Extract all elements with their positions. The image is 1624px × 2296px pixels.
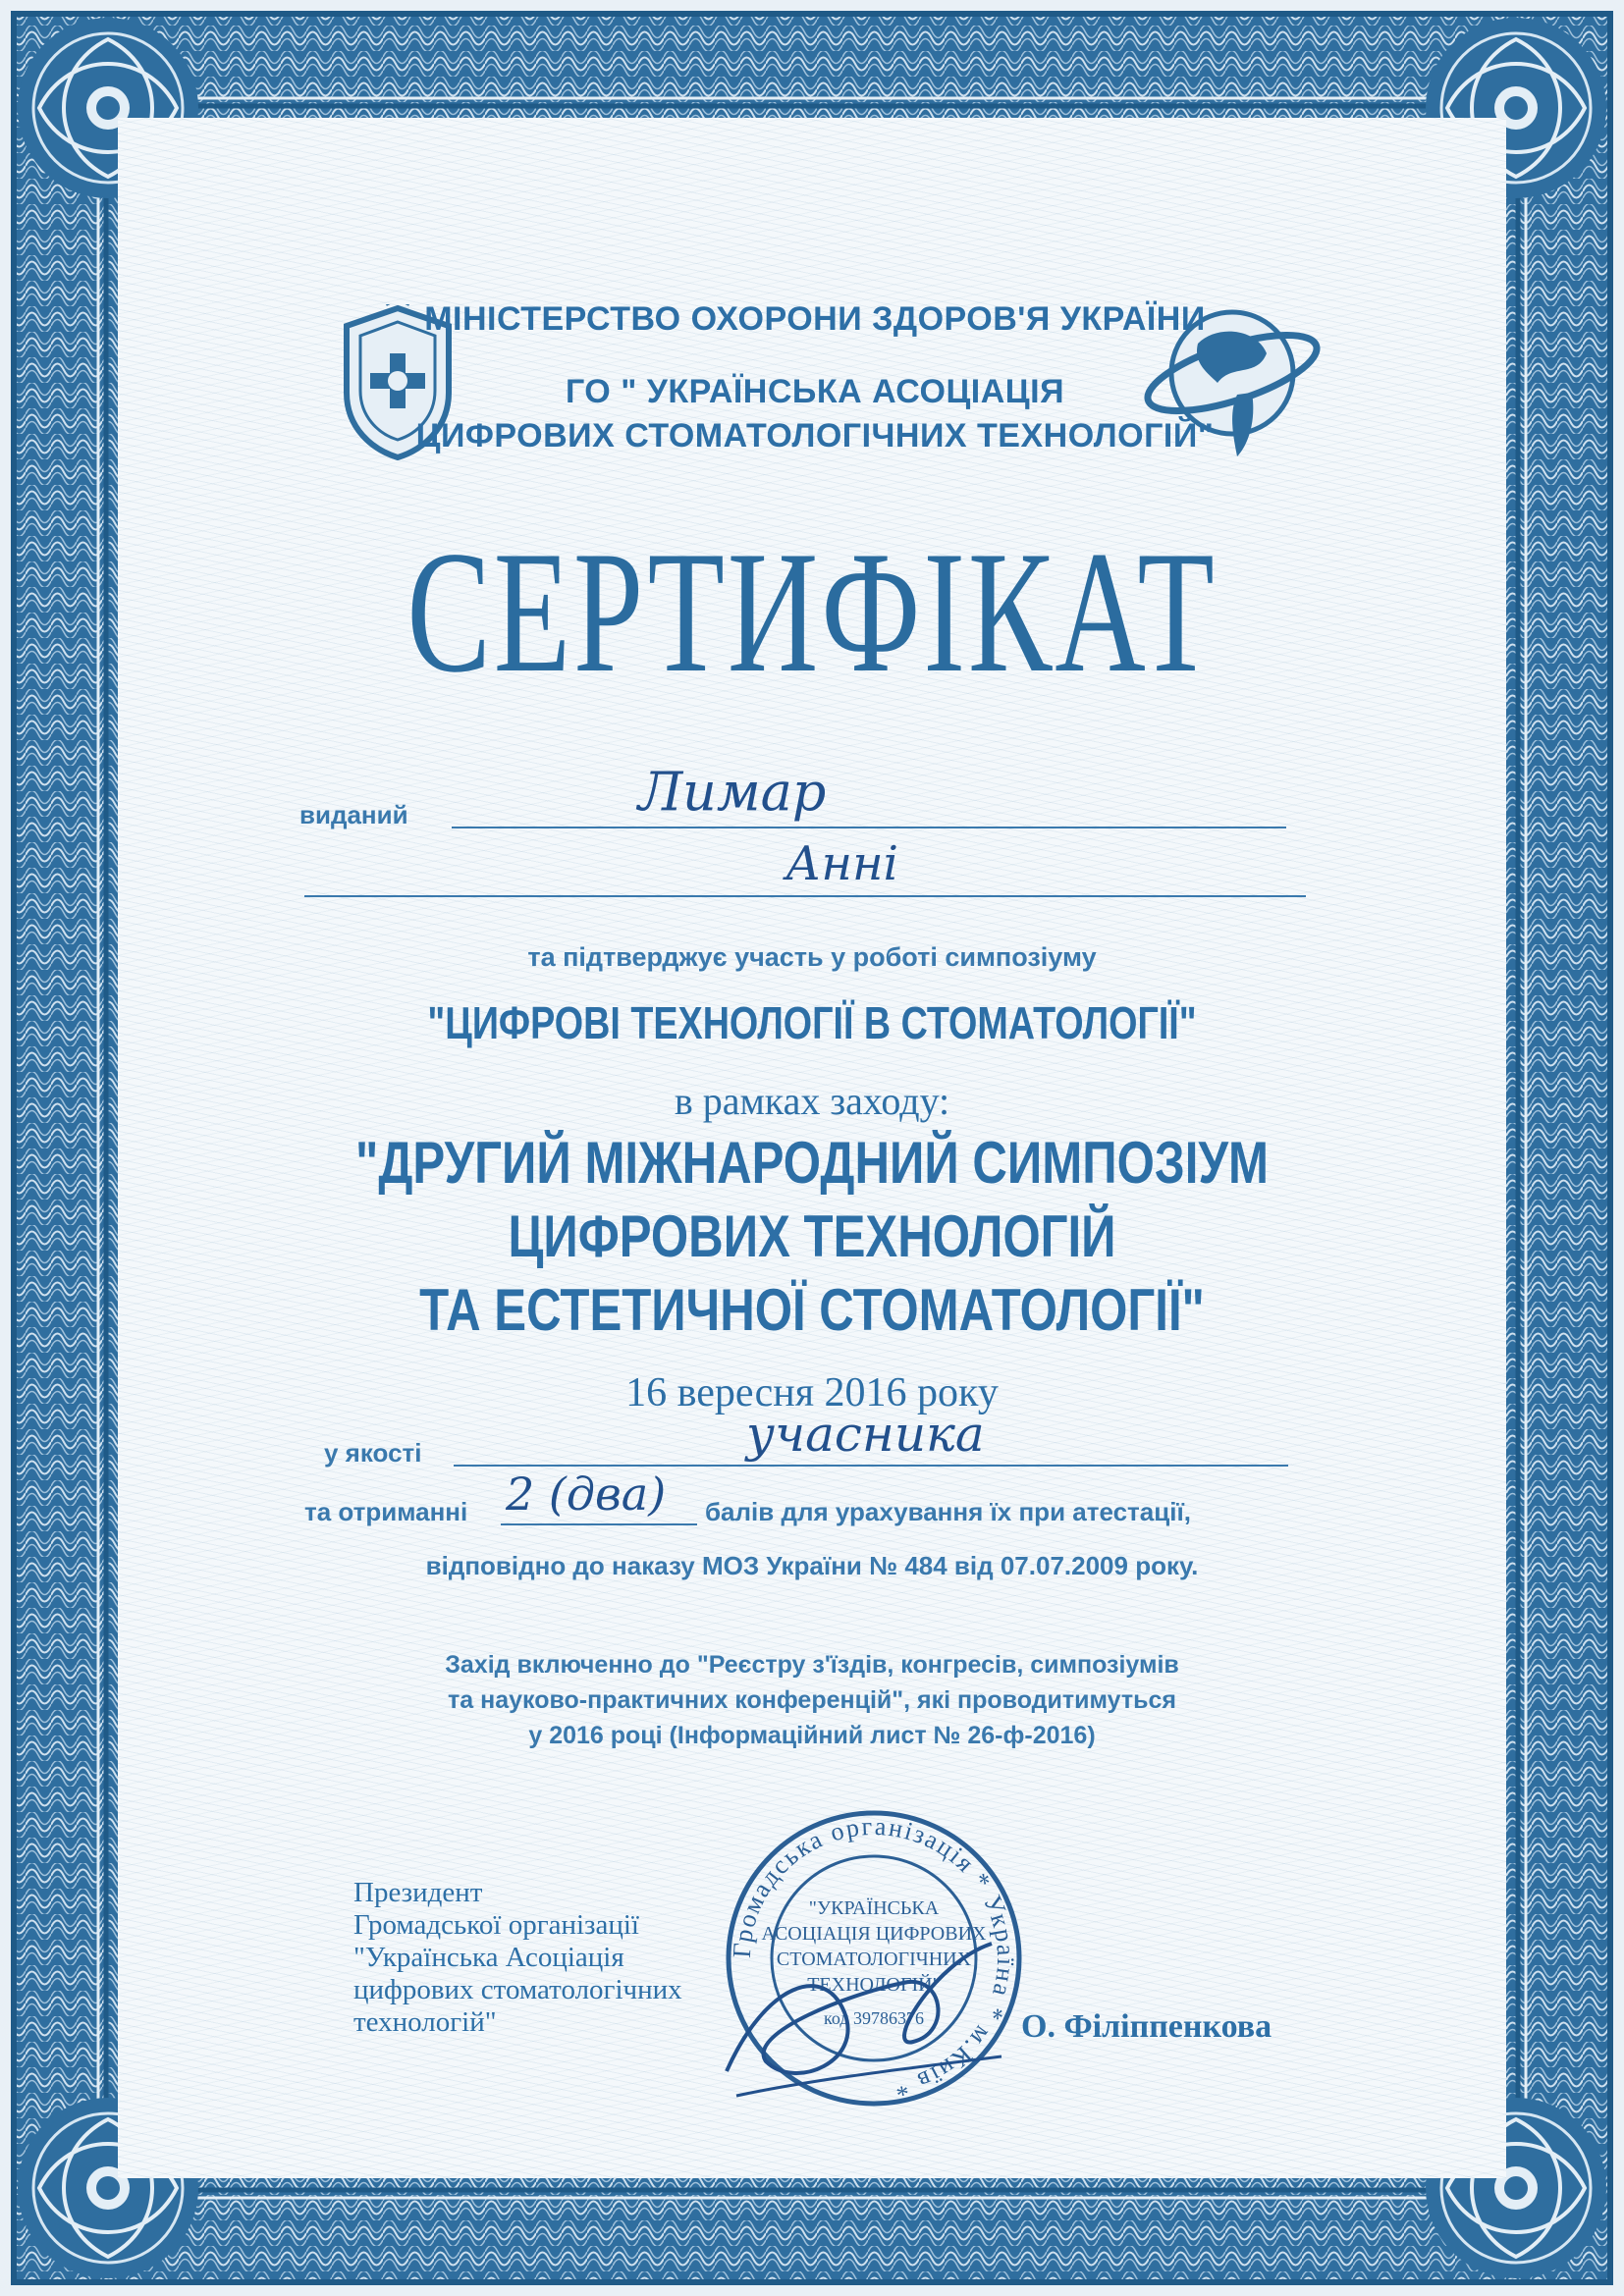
capacity-value: учасника (746, 1406, 985, 1463)
symposium-title: "ЦИФРОВІ ТЕХНОЛОГІЇ В СТОМАТОЛОГІЇ" (427, 997, 1197, 1048)
president-org-line1: Громадської організації (353, 1909, 639, 1941)
points-suffix: балів для урахування їх при атестації, (705, 1497, 1191, 1526)
certificate-title: СЕРТИФІКАТ (406, 514, 1218, 709)
within-event-label: в рамках заходу: (674, 1079, 950, 1123)
event-title-line2: ЦИФРОВИХ ТЕХНОЛОГІЙ (508, 1203, 1116, 1269)
recipient-surname: Лимар (638, 761, 827, 823)
recipient-name: Анні (785, 836, 898, 891)
participation-text: та підтверджує участь у роботі симпозіуму (527, 942, 1097, 972)
president-org-line4: технологій" (353, 2006, 497, 2038)
president-org-line2: "Українська Асоціація (353, 1942, 624, 1973)
ministry-heading: МІНІСТЕРСТВО ОХОРОНИ ЗДОРОВ'Я УКРАЇНИ (424, 300, 1206, 338)
president-org-line3: цифрових стоматологічних (353, 1974, 682, 2005)
issued-line-2 (304, 895, 1306, 897)
stamp-center-line3: СТОМАТОЛОГІЧНИХ (776, 1949, 972, 1970)
points-line (501, 1523, 697, 1525)
registry-note-line2: та науково-практичних конференцій", які проводитимуться (448, 1686, 1176, 1714)
president-title: Президент (353, 1877, 483, 1908)
event-date: 16 вересня 2016 року (625, 1370, 999, 1415)
points-label: та отриманні (304, 1497, 468, 1526)
organization-heading-line2: ЦИФРОВИХ СТОМАТОЛОГІЧНИХ ТЕХНОЛОГІЙ" (415, 417, 1215, 454)
issued-label: виданий (299, 800, 408, 829)
event-title-line3: ТА ЕСТЕТИЧНОЇ СТОМАТОЛОГІЇ" (419, 1277, 1205, 1343)
stamp-code: код 39786376 (824, 2008, 924, 2028)
points-value: 2 (два) (506, 1468, 667, 1521)
registry-note-line1: Захід включенно до "Реєстру з'їздів, конгресів, симпозіумів (445, 1651, 1179, 1679)
stamp-center-line1: "УКРАЇНСЬКА (808, 1897, 940, 1919)
issued-line-1 (452, 827, 1286, 828)
registry-note-line3: у 2016 році (Інформаційний лист № 26-ф-2016) (528, 1722, 1096, 1749)
president-signature (707, 1924, 1021, 2110)
organization-heading-line1: ГО " УКРАЇНСЬКА АСОЦІАЦІЯ (565, 373, 1065, 410)
event-title-line1: "ДРУГИЙ МІЖНАРОДНИЙ СИМПОЗІУМ (355, 1130, 1269, 1196)
stamp-center-line4: ТЕХНОЛОГІЙ" (807, 1974, 941, 1996)
stamp-ring-text: Громадська організація * Україна * м.Київ * (727, 1811, 1021, 2104)
capacity-label: у якості (324, 1438, 422, 1468)
capacity-line (454, 1465, 1288, 1467)
stamp-center-line2: АСОЦІАЦІЯ ЦИФРОВИХ (761, 1923, 987, 1945)
president-name: О. Філіппенкова (1021, 2008, 1272, 2045)
order-reference: відповідно до наказу МОЗ України № 484 від 07.07.2009 року. (425, 1551, 1199, 1580)
